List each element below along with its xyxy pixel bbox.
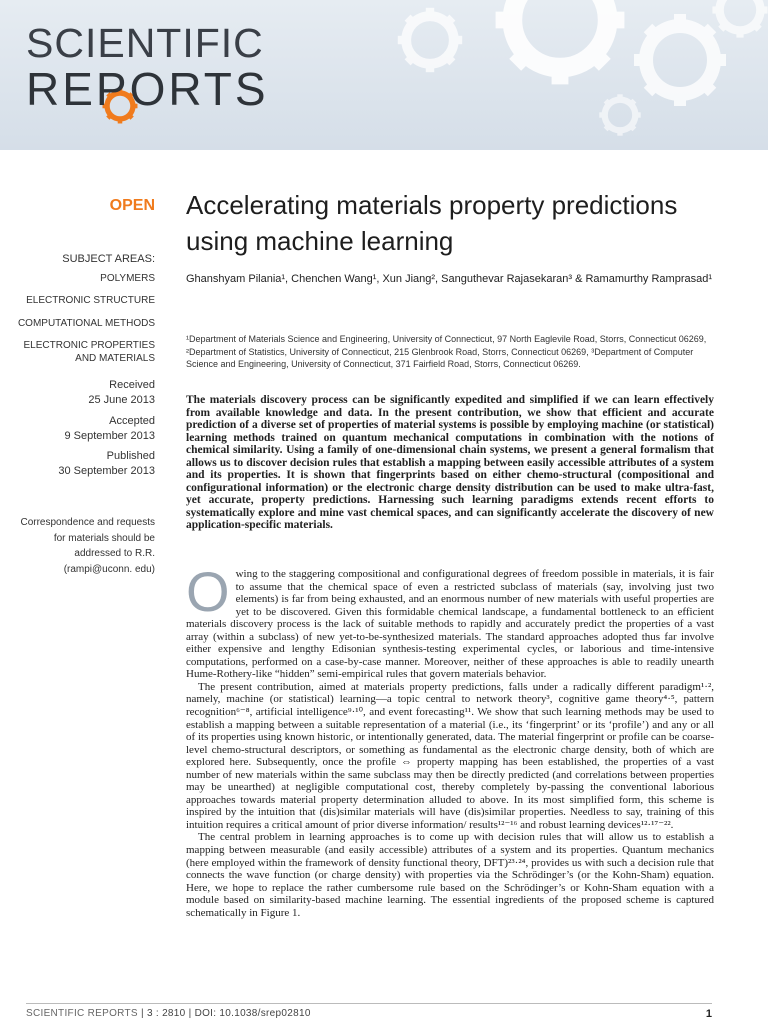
subject-item[interactable]: ELECTRONIC STRUCTURE xyxy=(26,295,155,307)
article-body xyxy=(186,560,714,919)
abstract: The materials discovery process can be significantly expedited and simplified if we can learn effectively from available knowledge and data. In the present contribution, we show that efficient and accurate prediction of a diverse set of properties of material systems is possible by employing machine (or statistical) learning methods trained on quantum mechanical computations in combination with the notions of chemical similarity. Using a family of one-dimensional chain systems, we present a general formalism that allows us to discover decision rules that establish a mapping between easily accessible attributes of a system and its properties. It is shown that fingerprints based on either chemo-structural (compositional and configurational information) or the electronic charge density distribution can be used to make ultra-fast, yet accurate, property predictions. Harnessing such learning paradigms extends recent efforts to systematically explore and mine vast chemical spaces, and can significantly accelerate the discovery of new application-specific materials. xyxy=(186,394,714,532)
page-number: 1 xyxy=(705,1008,712,1020)
body-paragraph: The central problem in learning approaches is to come up with decision rules that will allow us to establish a mapping between measurable (and easily accessible) attributes of a system and its properties. Quantum mechanics (here employed within the framework of density functional theory, DFT)²³·²⁴, provides us with such a decision rule that connects the wave function (or charge density) with properties via the Schrödinger’s (or the Kohn-Sham) equation. Here, we hope to replace the rather cumbersome rule based on the Schrödinger’s or Kohn-Sham equation with a module based on similarity-based machine learning. The essential ingredients of the proposed scheme is captured schematically in Figure 1. xyxy=(186,831,714,919)
drop-cap: O xyxy=(186,560,230,623)
accepted-date: 9 September 2013 xyxy=(64,429,155,442)
journal-name-line2: REPORTS xyxy=(26,63,269,115)
accepted-label: Accepted xyxy=(109,414,155,427)
body-paragraph xyxy=(186,560,714,681)
subject-areas xyxy=(10,252,155,365)
subject-item[interactable]: ELECTRONIC PROPERTIES AND MATERIALS xyxy=(23,340,155,365)
footer-doi[interactable]: | 3 : 2810 | DOI: 10.1038/srep02810 xyxy=(141,1008,311,1019)
subject-areas-heading: SUBJECT AREAS: xyxy=(62,253,155,265)
author-list: Ghanshyam Pilania¹, Chenchen Wang¹, Xun Jiang², Sanguthevar Rajasekaran³ & Ramamurthy Ramprasad¹ xyxy=(186,273,713,285)
footer-journal-name: SCIENTIFIC REPORTS xyxy=(26,1008,138,1019)
affiliations: ¹Department of Materials Science and Engineering, University of Connecticut, 97 North Eaglevile Road, Storrs, Connecticut 06269, ²Department of Statistics, University of Connecticut, 215 Glenbrook Road, Storrs, Connecticut 06269, ³Department of Computer Science and Engineering, University of Connecticut, 371 Fairfield Road, Storrs, Connecticut 06269. xyxy=(186,334,707,369)
gear-icon xyxy=(634,14,726,106)
subject-item[interactable]: POLYMERS xyxy=(100,272,155,284)
published-label: Published xyxy=(106,450,155,463)
footer-divider xyxy=(26,1003,712,1004)
article-dates xyxy=(10,378,155,479)
received-label: Received xyxy=(109,379,155,391)
open-access-label: OPEN xyxy=(109,197,155,214)
received-date: 25 June 2013 xyxy=(88,393,155,406)
paragraph-text: wing to the staggering compositional and configurational degrees of freedom possible in materials, it is fair to assume that the chemical space of even a restricted subclass of materials (say, involving just two elements) is far from being exhausted, and an enormous number of new materials with useful properties are yet to be discovered. Given this formidable chemical landscape, a fundamental bottleneck to an efficient materials discovery process is the lack of suitable methods to rapidly and accurately predict the properties of a vast array (within a subclass) of new yet-to-be-synthesized materials. The standard approaches adopted thus far involve either expensive and lengthy Edisonian synthesis-testing experimental cycles, or laborious and time-intensive computations, performed on a case-by-case manner. Moreover, neither of these approaches is able to readily unearth Hume-Rothery-like “hidden” semi-empirical rules that govern materials behavior. xyxy=(186,568,714,681)
gear-icon xyxy=(398,8,462,72)
gear-icon xyxy=(496,0,625,84)
article-title: Accelerating materials property predictions using machine learning xyxy=(186,190,678,256)
correspondence-note: Correspondence and requests for materials should be addressed to R.R. (rampi@uconn. edu) xyxy=(20,517,155,575)
gear-icon xyxy=(599,94,640,135)
journal-header xyxy=(0,0,768,150)
footer-citation xyxy=(26,1008,311,1019)
journal-name-line1: SCIENTIFIC xyxy=(26,20,264,66)
gear-icon xyxy=(712,0,767,38)
body-paragraph: The present contribution, aimed at materials property predictions, falls under a radically different paradigm¹·², namely, machine (or statistical) learning—a topic central to network theory³, cognitive game theory⁴·⁵, pattern recognition⁶⁻⁸, artificial intelligence⁹·¹⁰, and event forecasting¹¹. We show that such learning methods may be used to establish a mapping between a suitable representation of a material (i.e., its ‘fingerprint’ or its ‘profile’) and any or all of its properties using known historic, or intentionally generated, data. The material fingerprint or profile can be coarse-level chemo-structural descriptors, or something as fundamental as the electronic charge density, both of which are explored here. Subsequently, once the profile ⇔ property mapping has been established, the properties of a vast number of new materials within the same subclass may then be directly predicted (and correlations between properties may be unearthed) at negligible computational cost, thereby completely by-passing the conventional laborious approaches towards material property determination alluded to above. In its most simplified form, this scheme is inspired by the intuition that (dis)similar materials will have (dis)similar properties. Needless to say, training of this intuition requires a critical amount of prior diverse information/ results¹²⁻¹⁶ and robust learning devices¹²·¹⁷⁻²². xyxy=(186,680,714,831)
subject-item[interactable]: COMPUTATIONAL METHODS xyxy=(17,317,155,329)
published-date: 30 September 2013 xyxy=(58,465,155,478)
